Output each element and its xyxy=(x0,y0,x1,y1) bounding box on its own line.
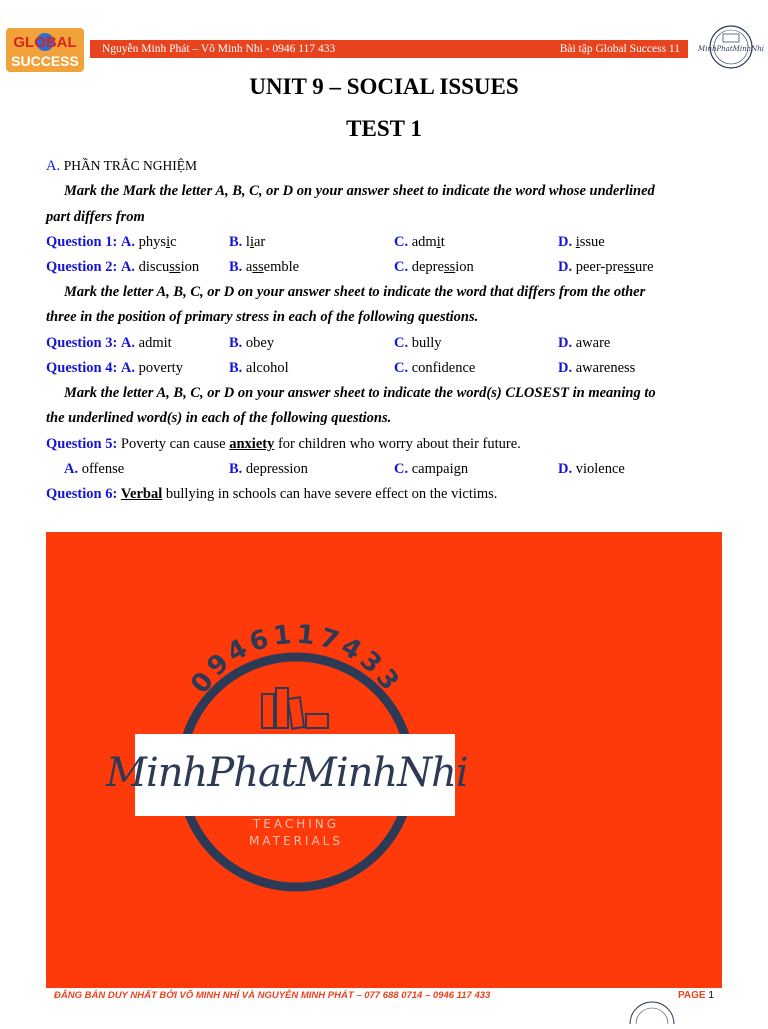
header-series: Bài tập Global Success 11 xyxy=(559,43,680,55)
option-a[interactable]: poverty xyxy=(138,360,183,376)
books-icon xyxy=(262,688,328,729)
instruction-closest-1: Mark the letter A, B, C, or D on your answer sheet to indicate the word(s) CLOSEST in meaning to xyxy=(64,385,656,401)
option-a[interactable]: physic xyxy=(138,234,177,250)
option-letter: D. xyxy=(558,360,573,376)
footer-seal-logo xyxy=(626,1004,678,1024)
instruction-closest-2: the underlined word(s) in each of the following questions. xyxy=(46,410,392,426)
option-letter: B. xyxy=(229,234,243,250)
option-letter: C. xyxy=(394,335,409,351)
option-letter: A. xyxy=(120,259,136,275)
option-letter: D. xyxy=(558,234,573,250)
option-b[interactable]: depression xyxy=(245,461,308,477)
option-letter: C. xyxy=(394,259,409,275)
logo-line1: GLOBAL xyxy=(13,34,77,51)
option-a[interactable]: admit xyxy=(138,335,172,351)
question-label: Question 1: xyxy=(46,234,118,250)
option-c[interactable]: bully xyxy=(411,335,442,351)
option-letter: C. xyxy=(394,360,409,376)
stem-text: Poverty can cause xyxy=(120,436,226,452)
promo-banner xyxy=(46,532,722,988)
option-c[interactable]: campaign xyxy=(411,461,469,477)
option-letter: C. xyxy=(394,234,409,250)
option-letter: A. xyxy=(64,461,79,477)
option-b[interactable]: assemble xyxy=(245,259,300,275)
key-word: Verbal xyxy=(120,486,163,502)
unit-title: UNIT 9 – SOCIAL ISSUES xyxy=(249,74,519,99)
brand-seal-text: MinhPhatMinhNhi xyxy=(698,45,764,53)
question-label: Question 2: xyxy=(46,259,118,275)
question-label: Question 3: xyxy=(46,335,118,351)
instruction-stress-2: three in the position of primary stress in each of the following questions. xyxy=(46,309,479,325)
instruction-pronunciation-2: part differs from xyxy=(46,209,145,225)
option-c[interactable]: admit xyxy=(411,234,445,250)
option-d[interactable]: peer-pressure xyxy=(575,259,654,275)
option-a[interactable]: offense xyxy=(81,461,125,477)
promo-brand-name: MinhPhatMinhNhi xyxy=(106,750,468,796)
option-letter: D. xyxy=(558,335,573,351)
option-a[interactable]: discussion xyxy=(138,259,200,275)
option-d[interactable]: awareness xyxy=(575,360,636,376)
promo-materials: MATERIALS xyxy=(249,834,343,848)
section-heading xyxy=(46,156,197,176)
question-label: Question 6: xyxy=(46,486,118,502)
instruction-pronunciation-1: Mark the Mark the letter A, B, C, or D on your answer sheet to indicate the word whose underlined xyxy=(64,183,655,199)
logo-line2: SUCCESS xyxy=(11,53,79,69)
instruction-stress-1: Mark the letter A, B, C, or D on your answer sheet to indicate the word that differs from the other xyxy=(64,284,646,300)
footer-notice: ĐĂNG BÁN DUY NHẤT BỞI VÕ MINH NHÍ VÀ NGUYỄN MINH PHÁT – 077 688 0714 – 0946 117 433 xyxy=(54,990,491,1001)
option-letter: B. xyxy=(229,335,243,351)
promo-phone: 0946117433 xyxy=(185,619,407,700)
page-value: 1 xyxy=(708,990,714,1001)
option-b[interactable]: alcohol xyxy=(245,360,289,376)
promo-teaching: TEACHING xyxy=(252,817,340,831)
option-letter: B. xyxy=(229,461,243,477)
option-c[interactable]: confidence xyxy=(411,360,476,376)
question-label: Question 4: xyxy=(46,360,118,376)
global-success-logo xyxy=(6,28,84,72)
option-letter: D. xyxy=(558,259,573,275)
question-label: Question 5: xyxy=(46,436,118,452)
option-c[interactable]: depression xyxy=(411,259,474,275)
option-d[interactable]: violence xyxy=(575,461,625,477)
question-5-stem xyxy=(46,434,521,454)
option-letter: B. xyxy=(229,259,243,275)
option-b[interactable]: obey xyxy=(245,335,275,351)
option-b[interactable]: liar xyxy=(245,234,266,250)
header-bar xyxy=(90,40,688,58)
promo-tagline xyxy=(236,816,356,850)
stem-text: bullying in schools can have severe effect on the victims. xyxy=(165,486,498,502)
header-authors: Nguyễn Minh Phát – Võ Minh Nhi - 0946 117 433 xyxy=(102,43,336,55)
option-letter: C. xyxy=(394,461,409,477)
option-letter: A. xyxy=(120,335,136,351)
option-d[interactable]: aware xyxy=(575,335,611,351)
page-label: PAGE xyxy=(678,990,706,1001)
section-name: PHẦN TRẮC NGHIỆM xyxy=(63,158,197,173)
section-letter: A. xyxy=(46,158,61,174)
key-word: anxiety xyxy=(229,436,275,452)
option-d[interactable]: issue xyxy=(575,234,605,250)
option-letter: A. xyxy=(120,360,136,376)
option-letter: B. xyxy=(229,360,243,376)
brand-seal-logo xyxy=(698,24,764,70)
option-letter: D. xyxy=(558,461,573,477)
page-number xyxy=(678,990,714,1001)
option-letter: A. xyxy=(120,234,136,250)
stem-text: for children who worry about their future. xyxy=(277,436,521,452)
test-title: TEST 1 xyxy=(346,116,422,141)
question-6-stem xyxy=(46,484,497,504)
